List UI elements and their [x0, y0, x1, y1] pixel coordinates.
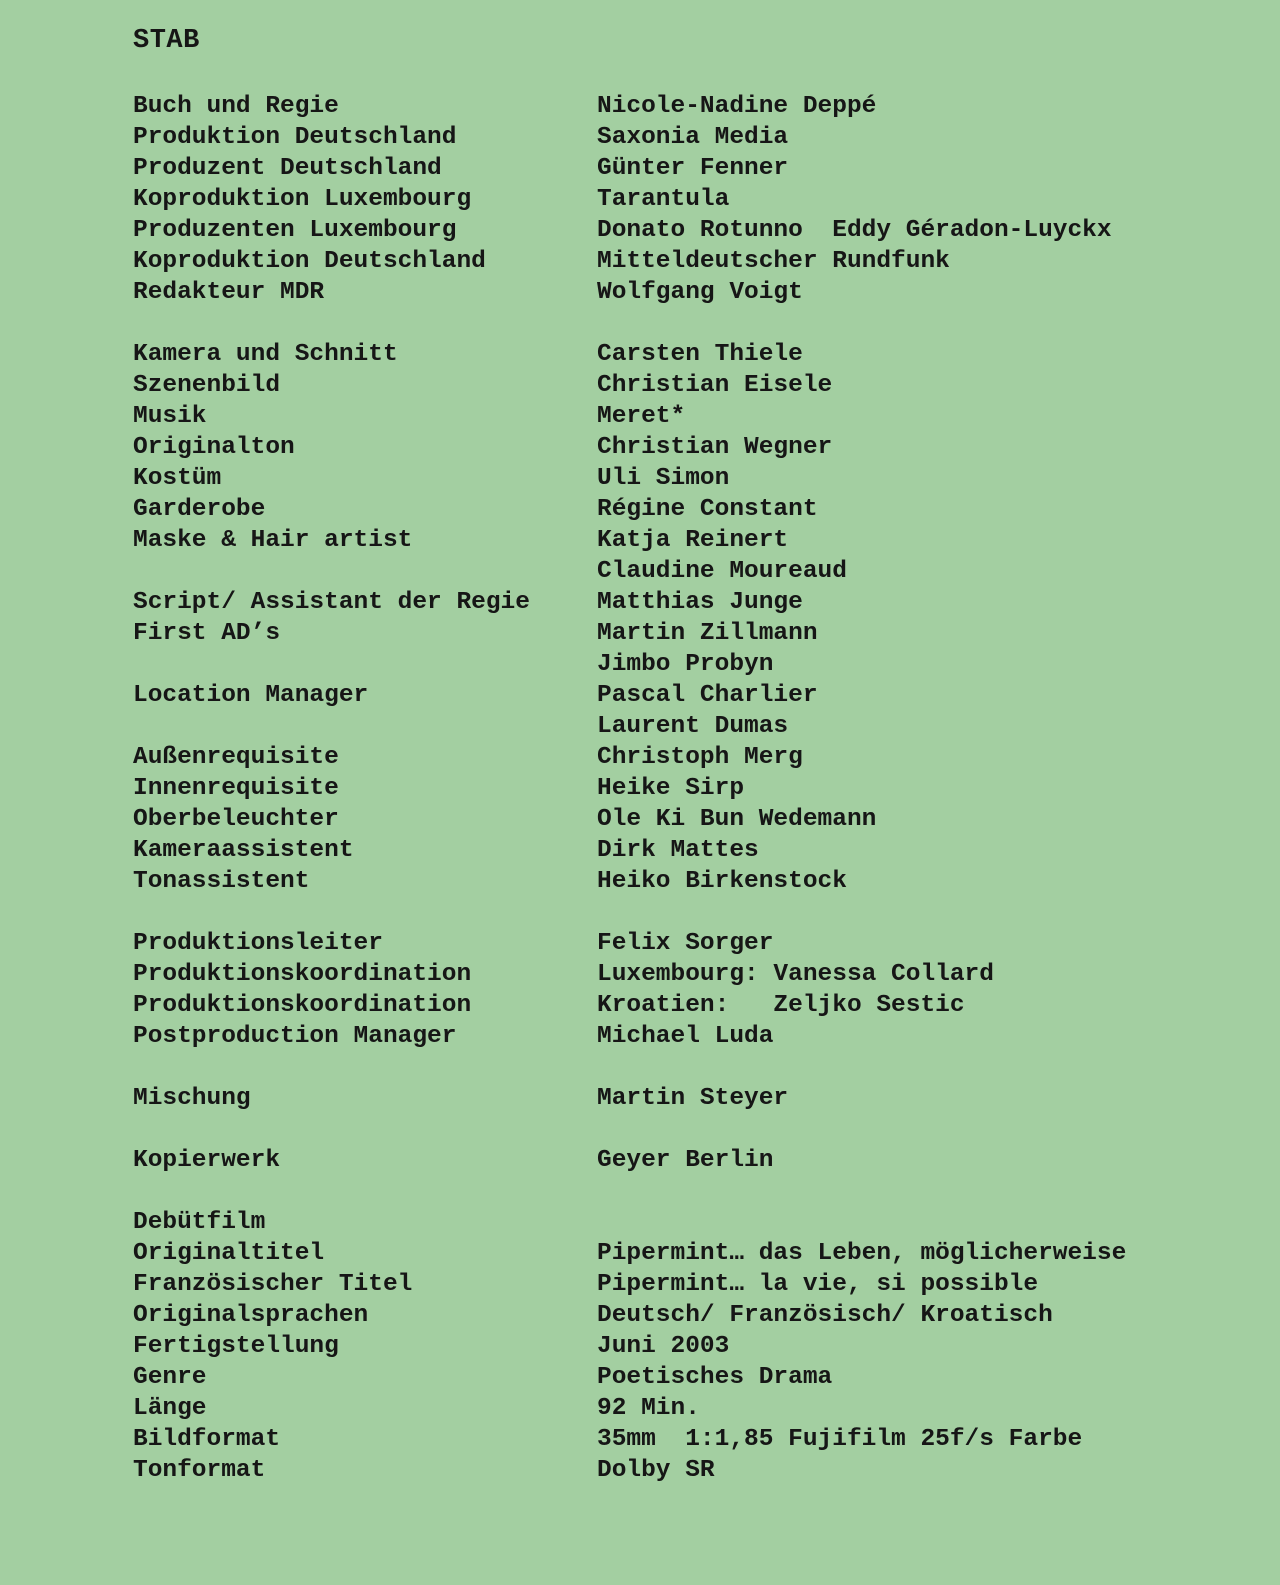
credit-role: Mischung — [133, 1085, 251, 1112]
credit-role: Postproduction Manager — [133, 1023, 457, 1050]
credit-row — [133, 773, 1253, 804]
credit-name: Heike Sirp — [597, 775, 745, 802]
credit-name: Deutsch/ Französisch/ Kroatisch — [597, 1302, 1053, 1329]
credit-name: 92 Min. — [597, 1395, 700, 1422]
credit-role — [133, 649, 597, 680]
credit-role: Tonassistent — [133, 868, 310, 895]
credit-role — [133, 711, 597, 742]
credit-role: Tonformat — [133, 1457, 266, 1484]
credit-role: Redakteur MDR — [133, 279, 325, 306]
credit-row — [133, 432, 1253, 463]
credit-role: Außenrequisite — [133, 744, 339, 771]
credit-name: Jimbo Probyn — [597, 651, 774, 678]
credit-role: Produktion Deutschland — [133, 124, 457, 151]
credit-row — [133, 184, 1253, 215]
credit-row — [133, 959, 1253, 990]
credit-role: Innenrequisite — [133, 775, 339, 802]
credit-role: Bildformat — [133, 1426, 281, 1453]
credit-name: Tarantula — [597, 186, 730, 213]
credit-name: Carsten Thiele — [597, 341, 803, 368]
credit-row — [133, 401, 1253, 432]
credit-name: Martin Zillmann — [597, 620, 818, 647]
credit-row — [133, 1052, 1253, 1083]
credit-row — [133, 370, 1253, 401]
credit-name — [597, 1176, 1253, 1207]
credit-name: Christian Eisele — [597, 372, 833, 399]
credit-row — [133, 339, 1253, 370]
credit-name: Martin Steyer — [597, 1085, 789, 1112]
credit-role: Kamera und Schnitt — [133, 341, 398, 368]
credit-role — [133, 308, 597, 339]
credit-role: Produktionsleiter — [133, 930, 383, 957]
credit-row — [133, 1269, 1253, 1300]
credit-name: Juni 2003 — [597, 1333, 730, 1360]
credit-role: Debütfilm — [133, 1209, 266, 1236]
credit-role: Location Manager — [133, 682, 369, 709]
credit-name — [597, 1207, 1253, 1238]
credit-row — [133, 990, 1253, 1021]
credit-name — [597, 1052, 1253, 1083]
credit-row — [133, 1393, 1253, 1424]
credit-name: Wolfgang Voigt — [597, 279, 803, 306]
credit-name: Christoph Merg — [597, 744, 803, 771]
credit-row — [133, 1145, 1253, 1176]
credit-row — [133, 680, 1253, 711]
credit-row — [133, 1021, 1253, 1052]
credit-row — [133, 1114, 1253, 1145]
credit-role — [133, 1052, 597, 1083]
credit-role — [133, 556, 597, 587]
credit-name: Laurent Dumas — [597, 713, 789, 740]
credit-row — [133, 866, 1253, 897]
credit-name: Poetisches Drama — [597, 1364, 833, 1391]
credit-role — [133, 897, 597, 928]
credit-name: Pipermint… das Leben, möglicherweise — [597, 1240, 1127, 1267]
credit-row — [133, 525, 1253, 556]
credit-row — [133, 649, 1253, 680]
credit-name — [597, 1114, 1253, 1145]
credit-role: Musik — [133, 403, 207, 430]
credit-row — [133, 215, 1253, 246]
credit-role: Produktionskoordination — [133, 992, 472, 1019]
credit-role — [133, 1114, 597, 1145]
credit-name: Pipermint… la vie, si possible — [597, 1271, 1039, 1298]
credit-row — [133, 91, 1253, 122]
credit-name: Régine Constant — [597, 496, 818, 523]
credit-row — [133, 1424, 1253, 1455]
credit-row — [133, 1455, 1253, 1486]
credit-role: Buch und Regie — [133, 93, 339, 120]
credit-name: Pascal Charlier — [597, 682, 818, 709]
credit-name: Meret* — [597, 403, 686, 430]
credit-role: Originalton — [133, 434, 295, 461]
credit-name: Nicole-Nadine Deppé — [597, 93, 877, 120]
credit-role: Produzent Deutschland — [133, 155, 442, 182]
credit-name: Michael Luda — [597, 1023, 774, 1050]
credit-row — [133, 618, 1253, 649]
credit-row — [133, 804, 1253, 835]
credit-row — [133, 1362, 1253, 1393]
credit-role: Originaltitel — [133, 1240, 325, 1267]
credit-role: Kameraassistent — [133, 837, 354, 864]
credit-row — [133, 897, 1253, 928]
credit-role: Oberbeleuchter — [133, 806, 339, 833]
credit-name: Donato Rotunno Eddy Géradon-Luyckx — [597, 217, 1112, 244]
credit-row — [133, 1083, 1253, 1114]
credit-row — [133, 153, 1253, 184]
credit-name: 35mm 1:1,85 Fujifilm 25f/s Farbe — [597, 1426, 1083, 1453]
credit-name: Uli Simon — [597, 465, 730, 492]
credit-role: Genre — [133, 1364, 207, 1391]
credit-row — [133, 1176, 1253, 1207]
credit-name: Christian Wegner — [597, 434, 833, 461]
credit-role: Kostüm — [133, 465, 222, 492]
credit-row — [133, 587, 1253, 618]
credit-row — [133, 928, 1253, 959]
credit-name: Ole Ki Bun Wedemann — [597, 806, 877, 833]
credit-row — [133, 463, 1253, 494]
credit-row — [133, 122, 1253, 153]
credit-role: Kopierwerk — [133, 1147, 281, 1174]
credit-name: Katja Reinert — [597, 527, 789, 554]
credit-name: Günter Fenner — [597, 155, 789, 182]
credit-row — [133, 711, 1253, 742]
credit-role: Länge — [133, 1395, 207, 1422]
credit-role: Garderobe — [133, 496, 266, 523]
credit-row — [133, 1300, 1253, 1331]
credit-row — [133, 1207, 1253, 1238]
credit-role: Koproduktion Luxembourg — [133, 186, 472, 213]
credit-role: Französischer Titel — [133, 1271, 413, 1298]
credit-role — [133, 1176, 597, 1207]
credit-role: Script/ Assistant der Regie — [133, 589, 530, 616]
credit-row — [133, 742, 1253, 773]
credit-role: Produktionskoordination — [133, 961, 472, 988]
credit-name: Dolby SR — [597, 1457, 715, 1484]
credit-name: Luxembourg: Vanessa Collard — [597, 961, 994, 988]
credit-name: Kroatien: Zeljko Sestic — [597, 992, 965, 1019]
credit-row — [133, 246, 1253, 277]
credit-row — [133, 1331, 1253, 1362]
credit-name: Geyer Berlin — [597, 1147, 774, 1174]
credit-role: Koproduktion Deutschland — [133, 248, 486, 275]
credit-row — [133, 494, 1253, 525]
credit-row — [133, 1238, 1253, 1269]
credit-row — [133, 277, 1253, 308]
page-title: STAB — [133, 26, 200, 56]
credit-row — [133, 556, 1253, 587]
credits-list — [133, 91, 1253, 1486]
credit-role: Fertigstellung — [133, 1333, 339, 1360]
credit-role: Maske & Hair artist — [133, 527, 413, 554]
credit-name: Matthias Junge — [597, 589, 803, 616]
credit-role: Szenenbild — [133, 372, 281, 399]
credit-name — [597, 308, 1253, 339]
credit-name: Claudine Moureaud — [597, 558, 847, 585]
credit-name: Saxonia Media — [597, 124, 789, 151]
credit-name: Heiko Birkenstock — [597, 868, 847, 895]
credit-name: Mitteldeutscher Rundfunk — [597, 248, 950, 275]
credit-row — [133, 308, 1253, 339]
credit-role: First AD’s — [133, 620, 281, 647]
credit-row — [133, 835, 1253, 866]
credit-name — [597, 897, 1253, 928]
credit-role: Produzenten Luxembourg — [133, 217, 457, 244]
credit-name: Felix Sorger — [597, 930, 774, 957]
credit-name: Dirk Mattes — [597, 837, 759, 864]
credit-role: Originalsprachen — [133, 1302, 369, 1329]
